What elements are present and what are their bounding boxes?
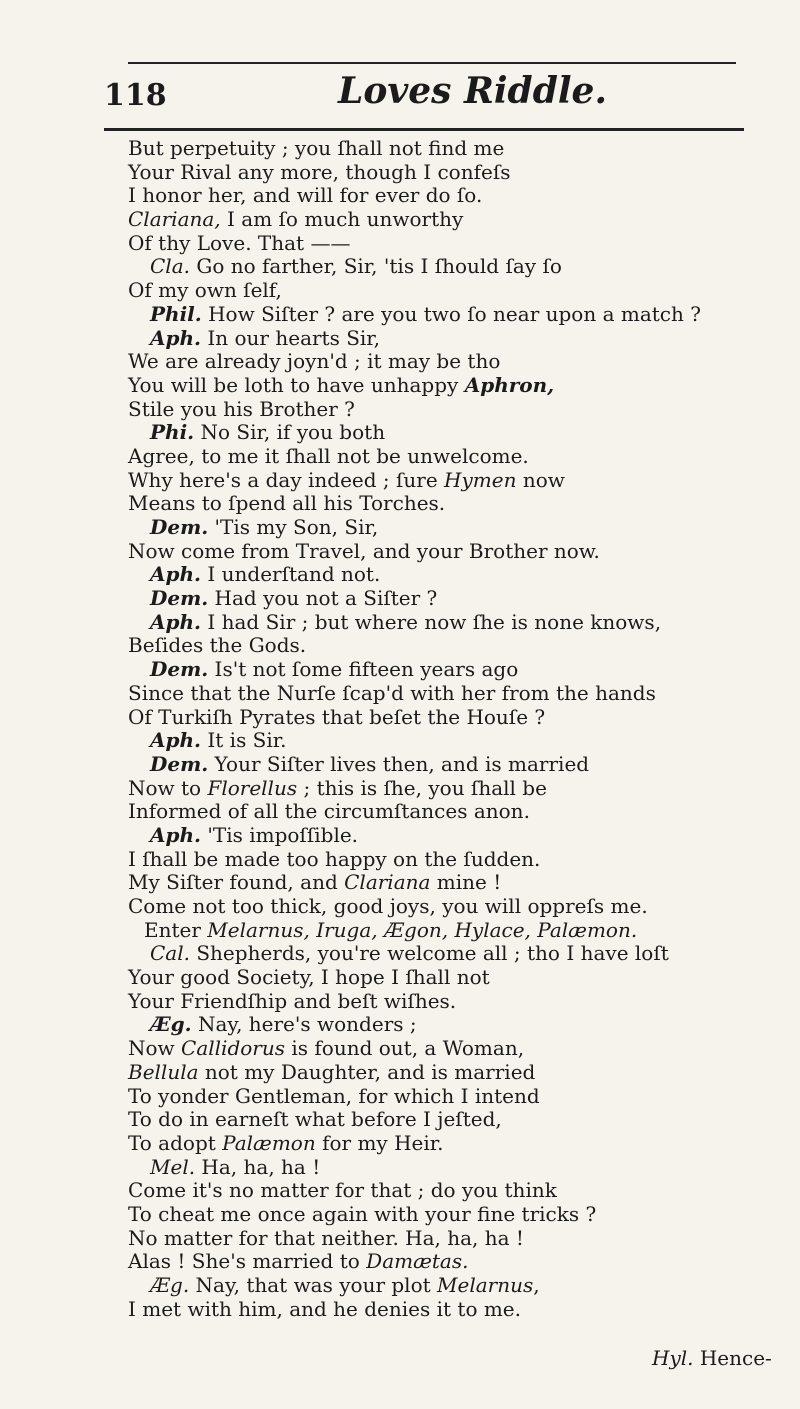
line-segment: In our hearts Sir, <box>201 325 381 350</box>
line-segment: Of thy Love. That —— <box>128 230 351 255</box>
text-line <box>128 800 768 824</box>
text-line <box>128 1203 768 1227</box>
text-line <box>128 1037 768 1061</box>
line-segment: Your good Society, I hope I ſhall not <box>128 965 490 990</box>
line-segment: is found out, a Woman, <box>285 1036 525 1061</box>
speaker-name: Dem. <box>150 751 209 776</box>
line-segment: Of Turkiſh Pyrates that beſet the Houſe ? <box>128 704 546 729</box>
text-line <box>128 1156 768 1180</box>
line-segment: Since that the Nurſe ſcap'd with her from the hands <box>128 680 656 705</box>
text-line <box>128 1274 768 1298</box>
speaker-name: Æg. <box>150 1273 190 1297</box>
line-segment: now <box>516 467 565 492</box>
line-segment: I am ſo much unworthy <box>220 207 464 232</box>
line-segment: How Siſter ? are you two ſo near upon a match ? <box>201 301 701 326</box>
line-segment: Ha, ha, ha ! <box>195 1154 321 1179</box>
speaker-name: Aph. <box>150 609 202 634</box>
line-segment: To cheat me once again with your fine tricks ? <box>128 1201 597 1226</box>
play-text <box>128 137 768 1321</box>
text-line <box>128 895 768 919</box>
catchword-speaker: Hyl. <box>652 1346 694 1370</box>
text-line <box>128 848 768 872</box>
line-segment: Agree, to me it ſhall not be unwelcome. <box>128 443 529 468</box>
line-segment: I underſtand not. <box>201 562 381 587</box>
line-segment: No matter for that neither. Ha, ha, ha ! <box>128 1225 524 1250</box>
line-segment: Florellus <box>207 775 298 800</box>
text-line <box>128 492 768 516</box>
text-line <box>128 611 768 635</box>
speaker-name: Phi. <box>150 420 195 445</box>
text-line <box>128 587 768 611</box>
line-segment: Come it's no matter for that ; do you think <box>128 1178 557 1203</box>
text-line <box>128 777 768 801</box>
text-line <box>128 753 768 777</box>
line-segment: , <box>533 1273 540 1297</box>
text-line <box>128 161 768 185</box>
text-line <box>128 540 768 564</box>
line-segment: Come not too thick, good joys, you will oppreſs me. <box>128 894 648 918</box>
line-segment: It is Sir. <box>201 728 287 753</box>
line-segment: Why here's a day indeed ; ſure <box>128 467 445 492</box>
text-line <box>128 516 768 540</box>
text-line <box>128 706 768 730</box>
text-line <box>128 1298 768 1322</box>
line-segment: Callidorus <box>181 1036 285 1061</box>
line-segment: 'Tis my Son, Sir, <box>208 515 379 539</box>
line-segment: mine ! <box>430 870 502 895</box>
text-line <box>128 232 768 256</box>
catchword-word: Hence- <box>699 1346 772 1370</box>
line-segment: To adopt <box>128 1130 223 1155</box>
line-segment: Informed of all the circumſtances anon. <box>128 799 530 824</box>
catchword <box>652 1346 772 1370</box>
header-rule-bottom <box>104 128 744 131</box>
stage-direction <box>128 919 768 943</box>
text-line <box>128 1108 768 1132</box>
line-segment: Melarnus, Iruga, Ægon, Hylace, Palæmon. <box>207 917 638 942</box>
line-segment: But perpetuity ; you ſhall not find me <box>128 136 505 160</box>
line-segment: Alas ! She's married to <box>128 1249 367 1274</box>
speaker-name: Aph. <box>150 822 202 847</box>
text-line <box>128 634 768 658</box>
line-segment: Nay, that was your plot <box>189 1273 437 1297</box>
text-line <box>128 137 768 161</box>
line-segment: My Siſter found, and <box>128 870 345 895</box>
line-segment: for my Heir. <box>315 1130 444 1155</box>
text-line <box>128 374 768 398</box>
text-line <box>128 184 768 208</box>
line-segment: Palæmon <box>222 1130 316 1155</box>
line-segment: 'Tis impoſſible. <box>201 822 359 847</box>
line-segment: I honor her, and will for ever do ſo. <box>128 183 483 208</box>
line-segment: Hymen <box>444 467 517 492</box>
text-line <box>128 729 768 753</box>
line-segment: Your Siſter lives then, and is married <box>208 751 590 776</box>
text-line <box>128 350 768 374</box>
line-segment: Shepherds, you're welcome all ; tho I have loſt <box>189 941 669 966</box>
line-segment: Your Friendſhip and beſt wiſhes. <box>128 988 457 1013</box>
text-line <box>128 398 768 422</box>
speaker-name: Cal. <box>150 941 190 966</box>
text-line <box>128 871 768 895</box>
text-line <box>128 942 768 966</box>
line-segment: Stile you his Brother ? <box>128 396 355 421</box>
line-segment: No Sir, if you both <box>194 420 386 445</box>
speaker-name: Dem. <box>150 657 209 682</box>
speaker-name: Aphron, <box>464 372 555 397</box>
line-segment: Now come from Travel, and your Brother now. <box>128 538 600 563</box>
line-segment: Clariana <box>344 870 431 895</box>
speaker-name: Aph. <box>150 728 202 753</box>
text-line <box>128 279 768 303</box>
text-line <box>128 1179 768 1203</box>
text-line <box>128 1085 768 1109</box>
speaker-name: Dem. <box>150 586 209 611</box>
speaker-name: Aph. <box>150 562 202 587</box>
text-line <box>128 966 768 990</box>
speaker-name: Æg. <box>150 1012 192 1037</box>
line-segment: Had you not a Siſter ? <box>208 586 438 611</box>
speaker-name: Dem. <box>150 515 209 539</box>
line-segment: We are already joyn'd ; it may be tho <box>128 349 501 374</box>
page-header <box>0 60 800 128</box>
text-line <box>128 445 768 469</box>
text-line <box>128 1061 768 1085</box>
running-title: Loves Riddle. <box>338 70 607 112</box>
text-line <box>128 1013 768 1037</box>
text-line <box>128 1132 768 1156</box>
line-segment: Your Rival any more, though I confeſs <box>128 159 511 184</box>
line-segment: Clariana, <box>128 207 221 232</box>
text-line <box>128 824 768 848</box>
text-line <box>128 563 768 587</box>
header-rule-top <box>128 62 736 64</box>
text-line <box>128 421 768 445</box>
line-segment: Now to <box>128 775 208 800</box>
line-segment: Bellula <box>128 1059 199 1084</box>
line-segment: Beſides the Gods. <box>128 633 307 658</box>
text-line <box>128 990 768 1014</box>
line-segment: Means to ſpend all his Torches. <box>128 491 446 516</box>
speaker-name: Aph. <box>150 325 202 350</box>
line-segment: Is't not ſome fifteen years ago <box>208 657 519 682</box>
line-segment: To do in earneſt what before I jeſted, <box>128 1107 502 1132</box>
text-line <box>128 658 768 682</box>
speaker-name: Mel. <box>150 1154 196 1179</box>
text-line <box>128 327 768 351</box>
line-segment: I ſhall be made too happy on the ſudden. <box>128 846 541 871</box>
speaker-name: Cla. <box>150 254 190 279</box>
line-segment: I had Sir ; but where now ſhe is none knows, <box>201 609 662 634</box>
line-segment: Damætas. <box>366 1249 469 1274</box>
text-line <box>128 1250 768 1274</box>
speaker-name: Phil. <box>150 301 202 326</box>
text-line <box>128 1227 768 1251</box>
line-segment: Now <box>128 1036 182 1061</box>
line-segment: not my Daughter, and is married <box>198 1059 536 1084</box>
line-segment: Melarnus <box>437 1273 534 1297</box>
text-line <box>128 208 768 232</box>
text-line <box>128 469 768 493</box>
line-segment: Enter <box>144 917 208 942</box>
text-line <box>128 303 768 327</box>
line-segment: Of my own ſelf, <box>128 278 282 303</box>
line-segment: Nay, here's wonders ; <box>191 1012 417 1037</box>
line-segment: To yonder Gentleman, for which I intend <box>128 1083 540 1108</box>
line-segment: You will be loth to have unhappy <box>128 372 465 397</box>
text-line <box>128 255 768 279</box>
line-segment: Go no farther, Sir, 'tis I ſhould ſay ſo <box>189 254 562 279</box>
line-segment: I met with him, and he denies it to me. <box>128 1296 521 1321</box>
text-line <box>128 682 768 706</box>
page-number: 118 <box>104 78 167 113</box>
line-segment: ; this is ſhe, you ſhall be <box>297 775 547 800</box>
